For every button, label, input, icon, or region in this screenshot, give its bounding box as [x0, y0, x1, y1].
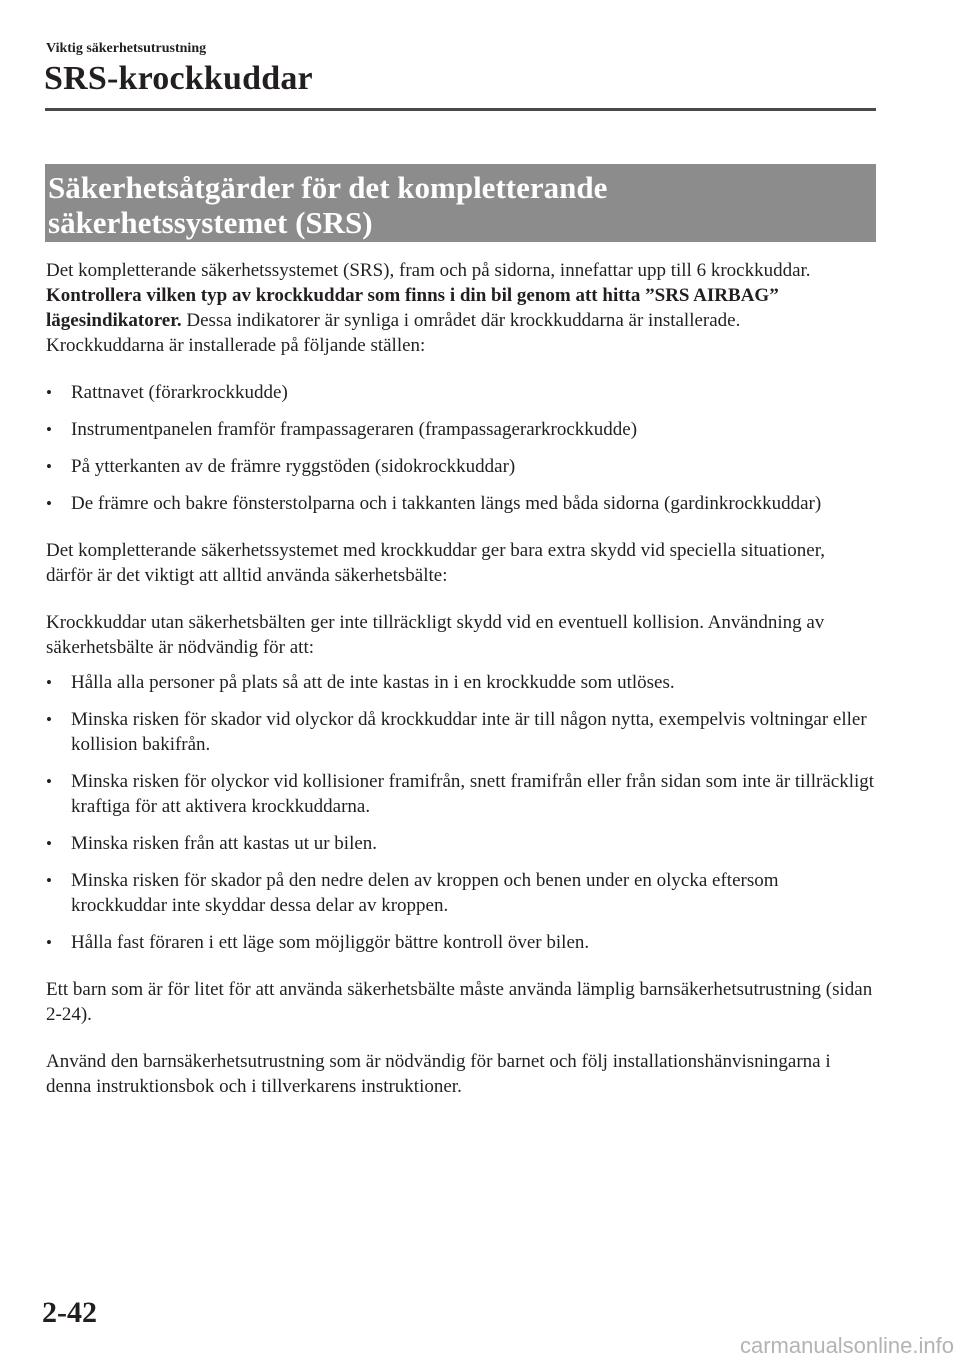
- section-heading-line2: säkerhetssystemet (SRS): [48, 205, 373, 240]
- supplement-paragraph: Det kompletterande säkerhetssystemet med krockkuddar ger bara extra skydd vid speciella situationer, därför är det viktigt att alltid använda säkerhetsbälte:: [46, 540, 826, 586]
- section-heading-line1: Säkerhetsåtgärder för det kompletterande: [48, 170, 608, 205]
- section-banner: [45, 164, 876, 242]
- list-item: [46, 868, 876, 918]
- list-item: [46, 491, 876, 516]
- child-paragraph: Ett barn som är för litet för att använda säkerhetsbälte måste använda lämplig barnsäkerhetsutrustning (sidan 2-24).: [46, 979, 873, 1025]
- list-item-text: Minska risken för olyckor vid kollisioner framifrån, snett framifrån eller från sidan som inte är tillräckligt kraftiga för att aktivera krockkuddarna.: [71, 771, 875, 817]
- title-divider: [45, 108, 876, 111]
- bullet-icon: •: [46, 710, 52, 729]
- bullet-icon: •: [46, 494, 52, 513]
- list-item-text: Hålla alla personer på plats så att de inte kastas in i en krockkudde som utlöses.: [71, 672, 675, 693]
- list-item: [46, 930, 876, 955]
- list-item: [46, 417, 876, 442]
- intro-bold-text: Kontrollera vilken typ av krockkuddar som finns i din bil genom att hitta ”SRS AIRBAG” lägesindikatorer.: [46, 285, 779, 331]
- section-heading: [48, 170, 876, 240]
- bullet-icon: •: [46, 933, 52, 952]
- list-item: [46, 707, 876, 757]
- list-item-text: Minska risken för skador på den nedre delen av kroppen och benen under en olycka eftersom krockkuddar inte skyddar dessa delar av kroppen.: [71, 870, 779, 916]
- reasons-list: [46, 670, 876, 955]
- list-item: [46, 380, 876, 405]
- locations-list: [46, 380, 876, 516]
- list-item-text: De främre och bakre fönsterstolparna och i takkanten längs med båda sidorna (gardinkrockkuddar): [71, 493, 822, 514]
- list-item: [46, 831, 876, 856]
- list-item-text: Hålla fast föraren i ett läge som möjliggör bättre kontroll över bilen.: [71, 932, 590, 953]
- bullet-icon: •: [46, 871, 52, 890]
- bullet-icon: •: [46, 673, 52, 692]
- bullet-icon: •: [46, 834, 52, 853]
- list-item-text: Instrumentpanelen framför frampassageraren (frampassagerarkrockkudde): [71, 419, 638, 440]
- locations-intro: Krockkuddarna är installerade på följande ställen:: [46, 335, 426, 356]
- breadcrumb: Viktig säkerhetsutrustning: [46, 41, 207, 56]
- intro-text-continued: Dessa indikatorer är synliga i området där krockkuddarna är installerade.: [181, 310, 741, 331]
- child-seat-paragraph: Använd den barnsäkerhetsutrustning som är nödvändig för barnet och följ installationshänvisningarna i denna instruktionsbok och i tillverkarens instruktioner.: [46, 1051, 831, 1097]
- list-item-text: Minska risken för skador vid olyckor då krockkuddar inte är till någon nytta, exempelvis voltningar eller kollision bakifrån.: [71, 709, 867, 755]
- bullet-icon: •: [46, 457, 52, 476]
- list-item-text: Minska risken från att kastas ut ur bilen.: [71, 833, 378, 854]
- watermark: carmanualsonline.info: [739, 1333, 954, 1358]
- without-belts-paragraph: Krockkuddar utan säkerhetsbälten ger inte tillräckligt skydd vid en eventuell kollision. Användning av säkerhetsbälte är nödvändig för att:: [46, 612, 825, 658]
- list-item-text: På ytterkanten av de främre ryggstöden (sidokrockkuddar): [71, 456, 516, 477]
- page-title: SRS-krockkuddar: [44, 60, 313, 97]
- page-number: 2-42: [42, 1296, 97, 1329]
- intro-paragraph: [46, 258, 876, 358]
- list-item: [46, 454, 876, 479]
- bullet-icon: •: [46, 772, 52, 791]
- list-item: [46, 769, 876, 819]
- intro-text: Det kompletterande säkerhetssystemet (SRS), fram och på sidorna, innefattar upp till 6 krockkuddar.: [46, 260, 811, 281]
- bullet-icon: •: [46, 420, 52, 439]
- list-item-text: Rattnavet (förarkrockkudde): [71, 382, 288, 403]
- list-item: [46, 670, 876, 695]
- main-content: [46, 258, 876, 1099]
- bullet-icon: •: [46, 383, 52, 402]
